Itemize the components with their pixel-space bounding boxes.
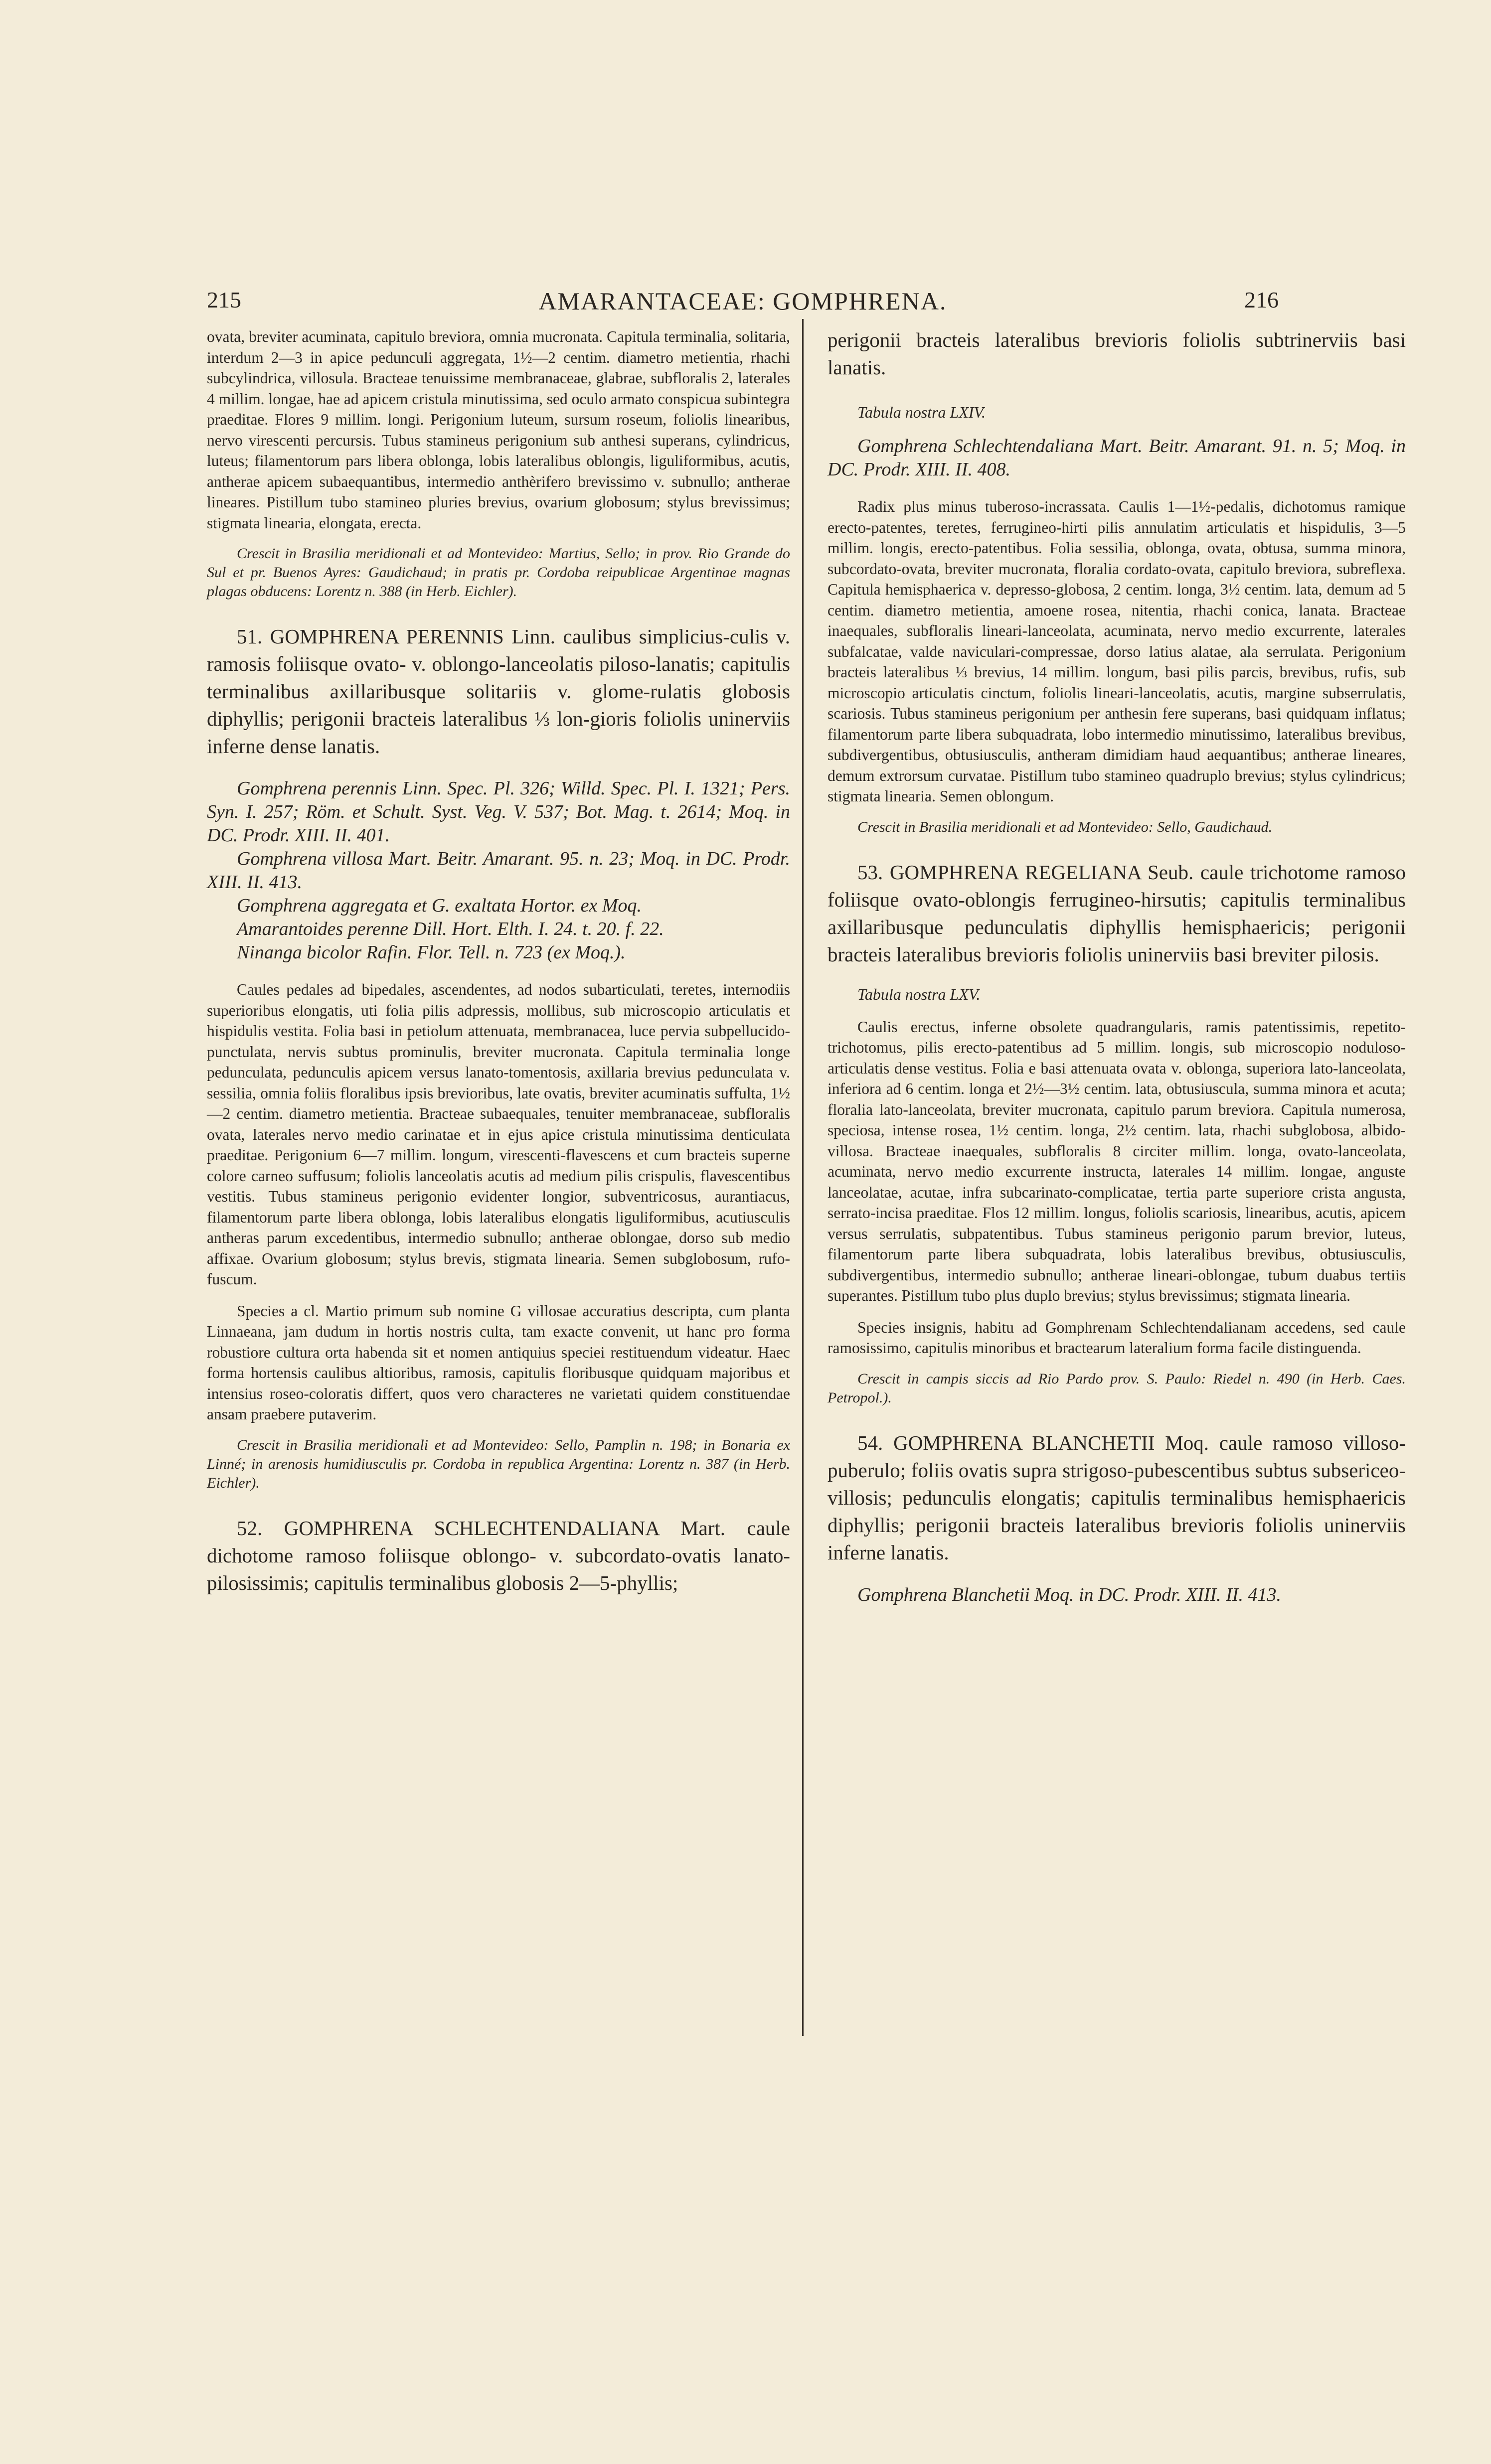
description-51: Caules pedales ad bipedales, ascendentes, ad nodos subarticulati, teretes, internodiis superioribus elongatis, uti folia pilis adpressis, mollibus, sub microscopio articulatis et hispidulis vestita. Folia basi in petiolum attenuata, membranacea, luce pervia subpellucido-punctulata, nervis subtus prominulis, breviter mucronata. Capitula terminalia longe pedunculata, pedunculis apicem versus lanato-tomentosis, axillaria brevius pedunculata v. sessilia, omnia foliis floralibus ipsis brevioribus, late ovatis, breviter acuminatis suffulta, 1½—2 centim. diametro metientia. Bracteae subaequales, tenuiter membranaceae, subfloralis ovata, laterales nervo medio carinatae et in ejus apice cristula minutissima denticulata praeditae. Perigonium 6—7 millim. longum, virescenti-flavescens et cum bracteis superne colore carneo suffusum; foliolis lanceolatis acutis ad medium pilis crispulis, flavescentibus vestitis. Tubus stamineus perigonio evidenter longior, subventricosus, aurantiacus, filamentorum parte libera oblonga, lobis lateralibus elongatis liguliformibus, acutiusculis antheras parum excedentibus, intermedio subnullo; antherae oblongae, dorso sub medio affixae. Ovarium globosum; stylus brevis, stigmata linearia. Semen subglobosum, rufo-fuscum. <box>207 981 790 1288</box>
running-title: AMARANTACEAE: GOMPHRENA. <box>538 287 947 315</box>
locality-51: Crescit in Brasilia meridionali et ad Montevideo: Sello, Pamplin n. 198; in Bonaria ex Linné; in arenosis humidiusculis pr. Cordoba in republica Argentina: Lorentz n. 387 (in Herb. Eichler). <box>207 1436 790 1491</box>
species-heading-52: 52. GOMPHRENA SCHLECHTENDALIANA Mart. caule dichotome ramoso foliisque oblongo- v. subcordato-ovatis lanato-pilosissimis; capitulis terminalibus globosis 2—5-phyllis; <box>207 1516 790 1594</box>
remarks-53: Species insignis, habitu ad Gomphrenam Schlechtendalianam accedens, sed caule ramosissimo, capitulis minoribus et bractearum lateralium forma facile distinguenda. <box>828 1318 1406 1357</box>
column-divider <box>802 319 804 2036</box>
citation-52: Gomphrena Schlechtendaliana Mart. Beitr. Amarant. 91. n. 5; Moq. in DC. Prodr. XIII. II. 408. <box>828 436 1406 480</box>
description-52: Radix plus minus tuberoso-incrassata. Caulis 1—1½-pedalis, dichotomus ramique erecto-patentes, teretes, ferrugineo-hirti pilis annulatim articulatis et hispidulis, 3—5 millim. longis, erecto-patentibus. Folia sessilia, oblonga, ovata, obtusa, summa minora, subcordato-ovata, breviter mucronata, floralia cordato-ovata, capitulo breviora, subreflexa. Capitula hemisphaerica v. depresso-globosa, 2 centim. longa, 3½ centim. lata, demum ad 5 centim. diametro metientia, amoene rosea, nitentia, rhachi conica, lanata. Bracteae inaequales, subfloralis lineari-lanceolata, acuminata, nervo medio excurrente, laterales subfalcatae, valde naviculari-compressae, dorso latius alatae, ala serrulata. Perigonium bracteis lateralibus ⅓ brevius, 14 millim. longum, basi pilis parcis, brevibus, rufis, sub microscopio articulatis cinctum, foliolis lineari-lanceolatis, acutis, margine subserrulatis, scariosis. Tubus stamineus perigonium per anthesin fere superans, basi quidquam inflatus; filamentorum parte libera subquadrata, lobo intermedio minutissimo, lateralibus brevibus, subdivergentibus, obtusiusculis, antheram dimidiam haud aequantibus; antherae lineares, demum extrorsum curvatae. Pistillum tubo stamineo quadruplo brevius; stylus cylindricus; stigmata linearia. Semen oblongum. <box>828 498 1406 805</box>
right-column <box>828 326 1406 1622</box>
locality-52: Crescit in Brasilia meridionali et ad Montevideo: Sello, Gaudichaud. <box>857 818 1273 835</box>
description-53: Caulis erectus, inferne obsolete quadrangularis, ramis patentissimis, repetito-trichotomus, pilis erecto-patentibus ad 5 millim. longis, sub microscopio noduloso-articulatis dense vestitus. Folia e basi attenuata ovata v. oblonga, superiora lato-lanceolata, inferiora ad 6 centim. longa et 2½—3½ centim. lata, obtusiuscula, summa minora et acuta; floralia lato-lanceolata, breviter mucronata, capitulo parum breviora. Capitula numerosa, speciosa, intense rosea, 1½ centim. longa, 2½ centim. lata, rhachi subglobosa, albido-villosa. Bracteae inaequales, subfloralis 8 circiter millim. longa, ovato-lanceolata, acuminata, nervo medio excurrente instructa, laterales 14 millim. longae, anguste lanceolatae, acutae, infra subcarinato-complicatae, tertia parte superiore crista angusta, serrato-incisa praeditae. Flos 12 millim. longus, foliolis scariosis, linearibus, acutis, apicem versus serrulatis, subpatentibus. Tubus stamineus perigonio parum brevior, luteus, filamentorum parte libera subquadrata, lobis lateralibus brevibus, obtusiusculis, subdivergentibus, intermedio subnullo; antherae lineari-oblongae, tubum duabus tertiis superantes. Pistillum tubo plus duplo brevius; stylus brevissimus; stigmata linearia. <box>828 1018 1406 1304</box>
citation-51-e: Ninanga bicolor Rafin. Flor. Tell. n. 723 (ex Moq.). <box>237 942 626 963</box>
citation-51-a: Gomphrena perennis Linn. Spec. Pl. 326; Willd. Spec. Pl. I. 1321; Pers. Syn. I. 257; Röm. et Schult. Syst. Veg. V. 537; Bot. Mag. t. 2614; Moq. in DC. Prodr. XIII. II. 401. <box>207 778 790 846</box>
description-50-continued: ovata, breviter acuminata, capitulo breviora, omnia mucronata. Capitula terminalia, solitaria, interdum 2—3 in apice pedunculi aggregata, 1½—2 centim. diametro metientia, rhachi subcylindrica, villosula. Bracteae tenuissime membranaceae, glabrae, subfloralis 2, laterales 4 millim. longae, hae ad apicem cristula minutissima, sed oculo armato conspicua subintegra praeditae. Flores 9 millim. longi. Perigonium luteum, sursum roseum, foliolis linearibus, nervo virescenti percursis. Tubus stamineus perigonium sub anthesi superans, cylindricus, luteus; filamentorum pars libera oblonga, lobis lateralibus oblongis, liguliformibus, acutis, antherae apicem subaequantibus, intermedio anthèrifero brevissimo v. subnullo; antherae lineares. Pistillum tubo stamineo pluries brevius, ovarium globosum; stylus brevissimus; stigmata linearia, elongata, erecta. <box>207 328 790 532</box>
plate-reference-52: Tabula nostra LXIV. <box>857 403 986 421</box>
page-number-right: 216 <box>1244 287 1279 312</box>
remarks-51: Species a cl. Martio primum sub nomine G villosae accuratius descripta, cum planta Linnaeana, jam dudum in hortis nostris culta, tam exacte convenit, ut hanc pro forma robustiore cultura orta habenda sit et nomen antiquius speciei restituendum videatur. Haec forma hortensis caulibus altioribus, ramosis, capitulis floribusque quidquam majoribus et intensius roseo-coloratis differt, quos vero characteres ne varietati quidem constituendae ansam praebere putaverim. <box>207 1302 790 1423</box>
locality-53: Crescit in campis siccis ad Rio Pardo prov. S. Paulo: Riedel n. 490 (in Herb. Caes. Petropol.). <box>828 1370 1406 1406</box>
plate-reference-53: Tabula nostra LXV. <box>857 985 981 1003</box>
page-header <box>207 287 1279 321</box>
locality-50: Crescit in Brasilia meridionali et ad Montevideo: Martius, Sello; in prov. Rio Grande do Sul et pr. Buenos Ayres: Gaudichaud; in pratis pr. Cordoba reipublicae Argentinae magnas plagas obducens: Lorentz n. 388 (in Herb. Eichler). <box>207 545 790 600</box>
species-heading-54: 54. GOMPHRENA BLANCHETII Moq. caule ramoso villoso-puberulo; foliis ovatis supra strigoso-pubescentibus subtus subsericeo-villosis; pedunculis elongatis; capitulis terminalibus hemisphaericis diphyllis; perigonii bracteis lateralibus brevioris foliolis uninerviis inferne lanatis. <box>828 1431 1406 1564</box>
species-heading-51: 51. GOMPHRENA PERENNIS Linn. caulibus simplicius-culis v. ramosis foliisque ovato- v. oblongo-lanceolatis piloso-lanatis; capitulis terminalibus axillaribusque solitariis v. glome-rulatis globosis diphyllis; perigonii bracteis lateralibus ⅓ lon-gioris foliolis uninerviis inferne dense lanatis. <box>207 625 790 758</box>
left-column <box>207 326 790 1597</box>
species-heading-53: 53. GOMPHRENA REGELIANA Seub. caule trichotome ramoso foliisque ovato-oblongis ferrugineo-hirsutis; capitulis terminalibus axillaribusque pedunculatis diphyllis hemisphaericis; perigonii bracteis lateralibus brevioris foliolis uninerviis basi breviter pilosis. <box>828 860 1406 966</box>
citation-51-b: Gomphrena villosa Mart. Beitr. Amarant. 95. n. 23; Moq. in DC. Prodr. XIII. II. 413. <box>207 848 790 893</box>
species-heading-52-continued: perigonii bracteis lateralibus brevioris foliolis subtrinerviis basi lanatis. <box>828 328 1406 379</box>
citation-54: Gomphrena Blanchetii Moq. in DC. Prodr. XIII. II. 413. <box>857 1584 1281 1605</box>
citation-51-c: Gomphrena aggregata et G. exaltata Hortor. ex Moq. <box>237 895 642 916</box>
citation-51-d: Amarantoides perenne Dill. Hort. Elth. I. 24. t. 20. f. 22. <box>237 919 664 939</box>
page-number-left: 215 <box>207 287 241 312</box>
